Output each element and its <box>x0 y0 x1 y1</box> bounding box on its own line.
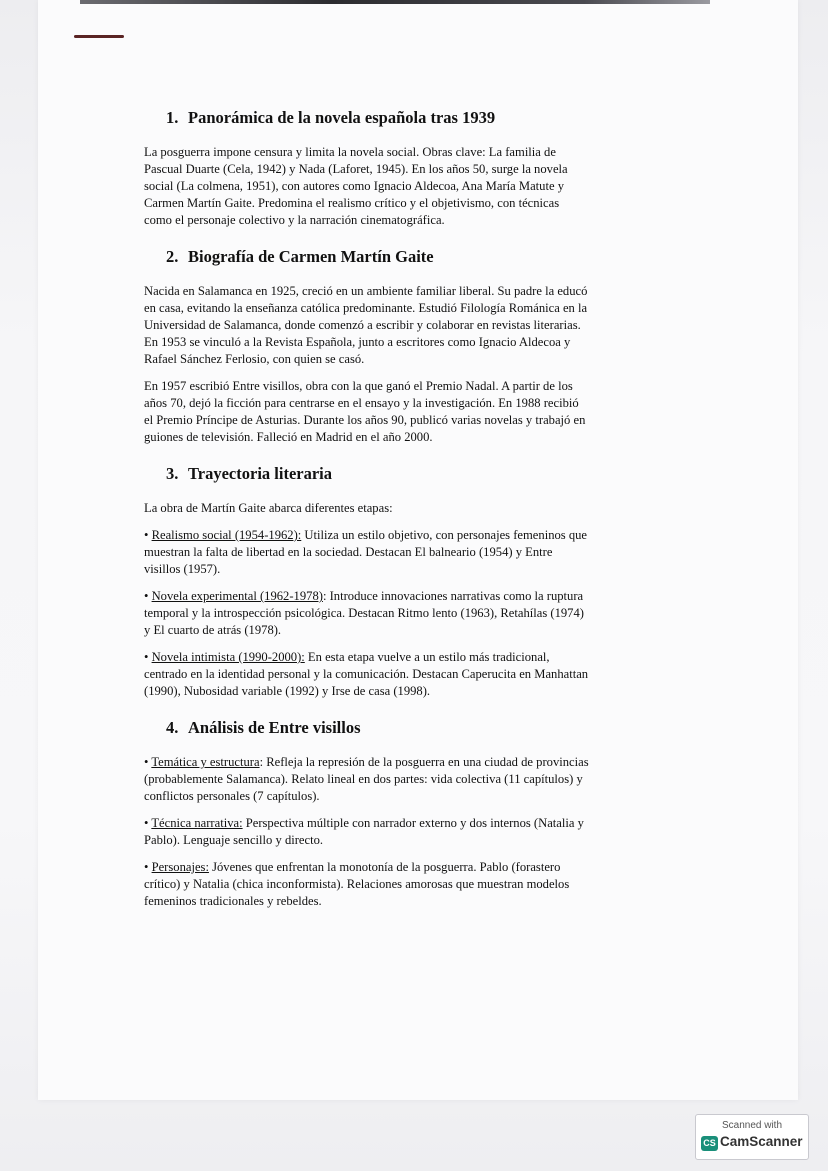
bullet-tecnica-narrativa: • Técnica narrativa: Perspectiva múltiple con narrador externo y dos internos (Natalia y Pablo). Lenguaje sencillo y directo. <box>144 816 584 847</box>
bullet-symbol: • <box>144 650 149 664</box>
camscanner-watermark <box>695 1114 809 1160</box>
pen-mark <box>74 35 124 38</box>
bullet-symbol: • <box>144 816 149 830</box>
section-2-paragraph-1: Nacida en Salamanca en 1925, creció en un ambiente familiar liberal. Su padre la educó en casa, evitando la enseñanza católica predominante. Estudió Filología Románica en la Universidad de Salamanca, donde comenzó a escribir y colaborar en revistas literarias. En 1953 se vinculó a la Revista Española, junto a escritores como Ignacio Aldecoa y Rafael Sánchez Ferlosio, con quien se casó. <box>144 284 588 366</box>
section-1-paragraph: La posguerra impone censura y limita la novela social. Obras clave: La familia de Pascual Duarte (Cela, 1942) y Nada (Laforet, 1945). En los años 50, surge la novela social (La colmena, 1951), con autores como Ignacio Aldecoa, Ana María Matute y Carmen Martín Gaite. Predomina el realismo crítico y el objetivismo, con técnicas como el personaje colectivo y la narración cinematográfica. <box>144 145 568 227</box>
section-2-heading: 2. Biografía de Carmen Martín Gaite <box>166 247 434 266</box>
document-body <box>144 106 650 910</box>
bullet-novela-intimista: • Novela intimista (1990-2000): En esta etapa vuelve a un estilo más tradicional, centrado en la identidad personal y la comunicación. Destacan Caperucita en Manhattan (1990), Nubosidad variable (1992) y Irse de casa (1998). <box>144 650 589 698</box>
bullet-novela-experimental: • Novela experimental (1962-1978): Introduce innovaciones narrativas como la ruptura temporal y la introspección psicológica. Destacan Ritmo lento (1963), Retahílas (1974) y El cuarto de atrás (1978). <box>144 589 584 637</box>
bullet-symbol: • <box>144 589 149 603</box>
bullet-symbol: • <box>144 860 149 874</box>
bullet-personajes: • Personajes: Jóvenes que enfrentan la monotonía de la posguerra. Pablo (forastero crítico) y Natalia (chica inconformista). Relaciones amorosas que muestran modelos femeninos tradicionales y rebeldes. <box>144 860 570 908</box>
bullet-realismo-social: • Realismo social (1954-1962): Utiliza un estilo objetivo, con personajes femeninos que muestran la falta de libertad en la sociedad. Destacan El balneario (1954) y Entre visillos (1957). <box>144 528 588 576</box>
section-3-intro: La obra de Martín Gaite abarca diferentes etapas: <box>144 501 393 515</box>
section-2-paragraph-2: En 1957 escribió Entre visillos, obra con la que ganó el Premio Nadal. A partir de los años 70, dejó la ficción para centrarse en el ensayo y la investigación. En 1988 recibió el Premio Príncipe de Asturias. Durante los años 90, publicó varias novelas y trabajó en guiones de televisión. Falleció en Madrid en el año 2000. <box>144 379 586 444</box>
camscanner-logo-icon: CS <box>701 1136 718 1151</box>
bullet-tematica-estructura: • Temática y estructura: Refleja la represión de la posguerra en una ciudad de provincias (probablemente Salamanca). Relato lineal en dos partes: vida colectiva (11 capítulos) y conflictos personales (7 capítulos). <box>144 755 589 803</box>
watermark-caption: Scanned with <box>721 1120 783 1131</box>
watermark-brand: CamScanner <box>720 1134 803 1149</box>
section-1-heading: 1. Panorámica de la novela española tras 1939 <box>166 108 496 127</box>
scan-top-edge <box>80 0 710 4</box>
section-4-heading: 4. Análisis de Entre visillos <box>166 718 361 737</box>
section-3-heading: 3. Trayectoria literaria <box>166 464 332 483</box>
bullet-symbol: • <box>144 755 149 769</box>
bullet-symbol: • <box>144 528 149 542</box>
